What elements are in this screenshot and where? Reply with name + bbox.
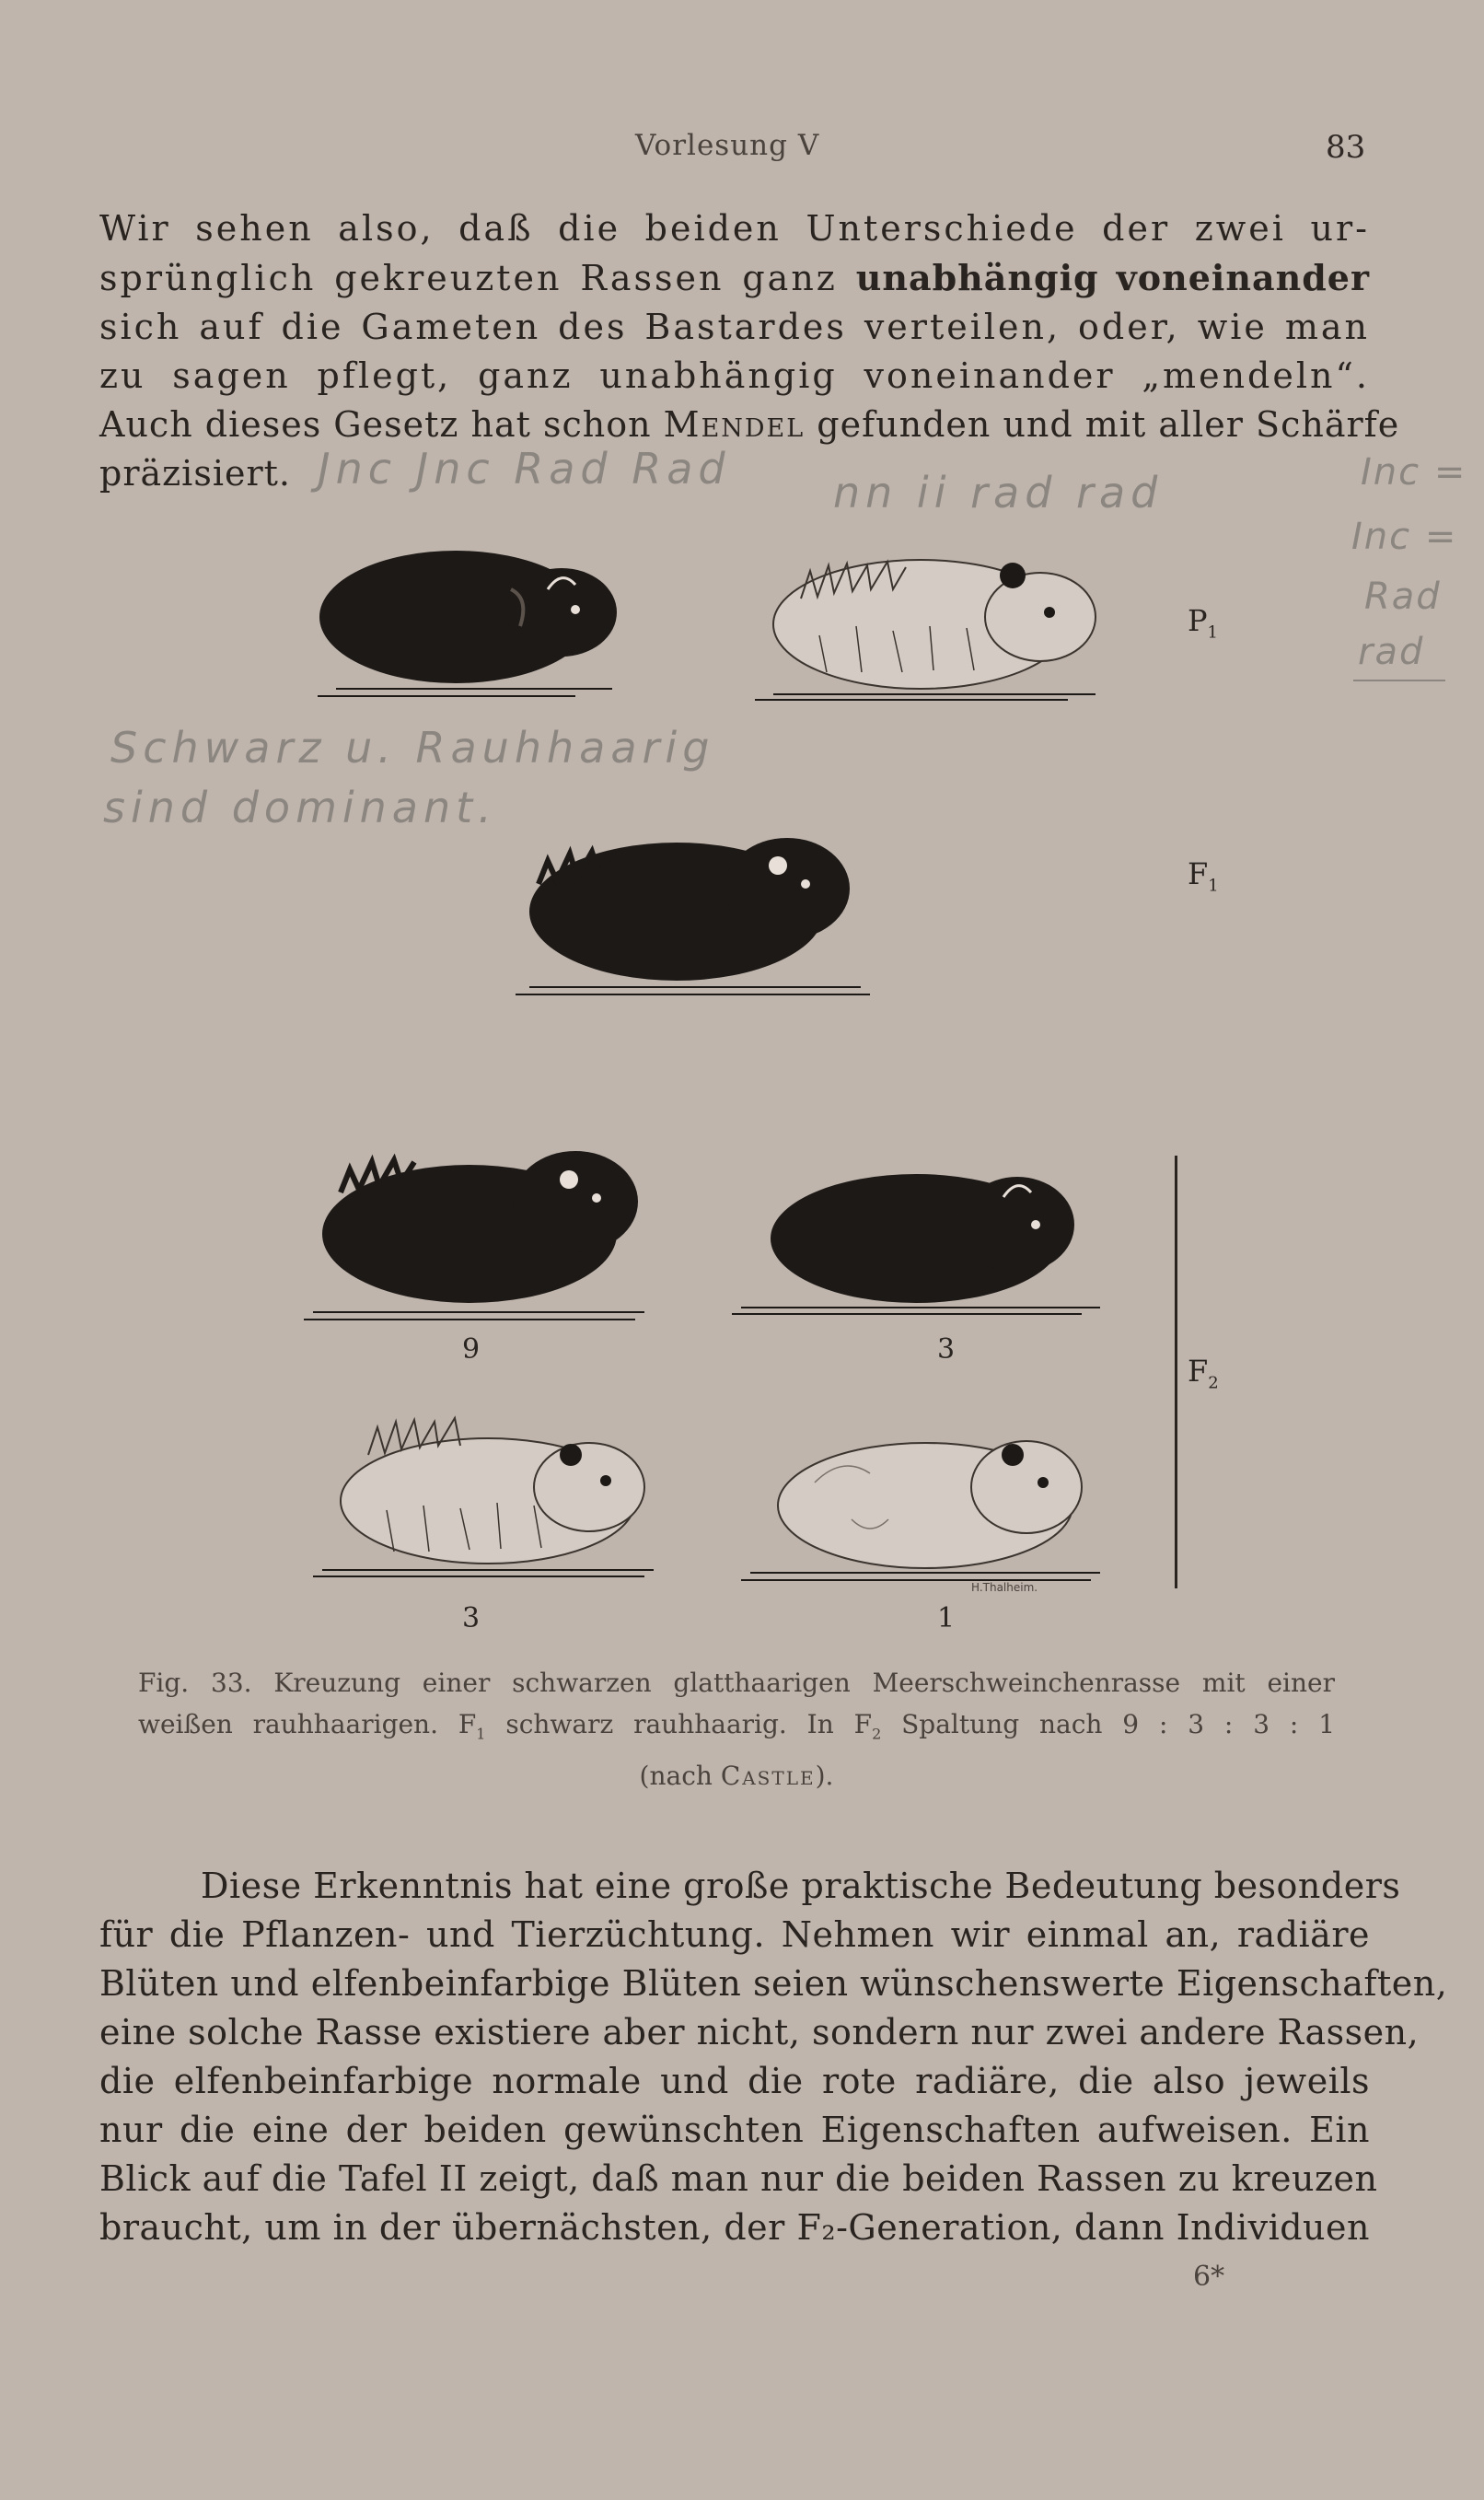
handwritten-note: sind dominant.: [103, 783, 497, 832]
guinea-pig-black-smooth-illustration: [299, 525, 640, 700]
running-header: Vorlesung V: [635, 129, 820, 162]
text-line: für die Pflanzen- und Tierzüchtung. Nehmen wir einmal an, radiäre: [99, 1914, 1370, 1955]
guinea-pig-white-rough-illustration: [746, 525, 1132, 704]
guinea-pig-black-rough-f2-illustration: [304, 1128, 672, 1326]
phenotype-count: 3: [937, 1333, 956, 1366]
caption-line: [138, 1755, 1335, 1797]
caption-line: Fig. 33. Kreuzung einer schwarzen glatthaarigen Meerschweinchenrasse mit einer: [138, 1668, 1335, 1698]
caption-span: Spaltung nach 9 : 3 : 3 : 1: [881, 1709, 1336, 1739]
author-name: Castle: [720, 1760, 816, 1791]
text-line: sich auf die Gameten des Bastardes verteilen, oder, wie man: [99, 307, 1370, 347]
generation-subscript: 1: [1207, 622, 1218, 643]
text-line: zu sagen pflegt, ganz unabhängig voneinander „mendeln“.: [99, 355, 1370, 396]
caption-span: (nach: [639, 1760, 721, 1791]
handwritten-note: rad: [1358, 631, 1425, 673]
text-line: präzisiert.: [99, 453, 291, 494]
paragraph-1: [99, 204, 1400, 498]
emphasis-text: unabhängig voneinander: [855, 257, 1370, 298]
phenotype-count: 3: [462, 1602, 481, 1634]
handwritten-note: nn ii rad rad: [833, 468, 1164, 517]
handwritten-note: Jnc Jnc Rad Rad: [318, 444, 731, 494]
caption-subscript: 1: [476, 1725, 486, 1743]
guinea-pig-white-rough-f2-illustration: [313, 1400, 681, 1584]
text-line: Blick auf die Tafel II zeigt, daß man nur die beiden Rassen zu kreuzen: [99, 2158, 1378, 2199]
caption-line: [138, 1703, 1335, 1755]
generation-subscript: 2: [1208, 1373, 1219, 1393]
handwritten-note: Rad: [1364, 576, 1442, 618]
figure-caption: [138, 1662, 1335, 1797]
phenotype-count: 9: [462, 1333, 481, 1366]
text-span: sprünglich gekreuzten Rassen ganz: [99, 258, 856, 298]
artist-signature: H.Thalheim.: [971, 1581, 1038, 1594]
handwritten-underline: [1353, 680, 1445, 681]
caption-subscript: 2: [872, 1725, 882, 1743]
signature-mark: 6*: [1193, 2261, 1225, 2293]
text-line: die elfenbeinfarbige normale und die rote radiäre, die also jeweils: [99, 2061, 1370, 2101]
text-line: [99, 401, 1400, 449]
text-line: nur die eine der beiden gewünschten Eigenschaften aufweisen. Ein: [99, 2110, 1370, 2150]
guinea-pig-white-smooth-f2-illustration: [741, 1409, 1128, 1593]
text-line: Wir sehen also, daß die beiden Unterschiede der zwei ur-: [99, 208, 1370, 249]
author-name: Mendel: [663, 404, 806, 445]
generation-label-f2: [1188, 1354, 1219, 1392]
text-span: gefunden und mit aller Schärfe: [805, 404, 1400, 445]
text-line: Diese Erkenntnis hat eine große praktische Bedeutung besonders: [201, 1866, 1401, 1906]
text-line: Blüten und elfenbeinfarbige Blüten seien wünschenswerte Eigenschaften,: [99, 1963, 1448, 2004]
generation-label-f1: [1188, 856, 1219, 895]
caption-span: ).: [815, 1760, 834, 1791]
page-number: 83: [1326, 129, 1366, 166]
guinea-pig-black-rough-f1-illustration: [511, 810, 888, 999]
phenotype-count: 1: [937, 1602, 956, 1634]
generation-letter: F: [1188, 1354, 1209, 1389]
caption-span: weißen rauhhaarigen. F: [138, 1709, 477, 1739]
text-line: eine solche Rasse existiere aber nicht, sondern nur zwei andere Rassen,: [99, 2012, 1420, 2052]
generation-letter: F: [1188, 856, 1209, 891]
text-line: [99, 253, 1370, 303]
text-span: Auch dieses Gesetz hat schon: [99, 404, 664, 445]
handwritten-note: Inc =: [1361, 451, 1467, 494]
generation-letter: P: [1188, 603, 1208, 638]
handwritten-note: Schwarz u. Rauhhaarig: [110, 723, 715, 773]
handwritten-note: Inc =: [1351, 516, 1458, 558]
generation-subscript: 1: [1208, 876, 1219, 896]
guinea-pig-black-smooth-f2-illustration: [732, 1146, 1119, 1321]
f2-bracket: [1175, 1156, 1177, 1588]
text-line: braucht, um in der übernächsten, der F₂-Generation, dann Individuen: [99, 2207, 1370, 2248]
generation-label-p1: [1188, 603, 1218, 642]
caption-span: schwarz rauhhaarig. In F: [485, 1709, 873, 1739]
paragraph-2: [99, 1862, 1448, 2252]
